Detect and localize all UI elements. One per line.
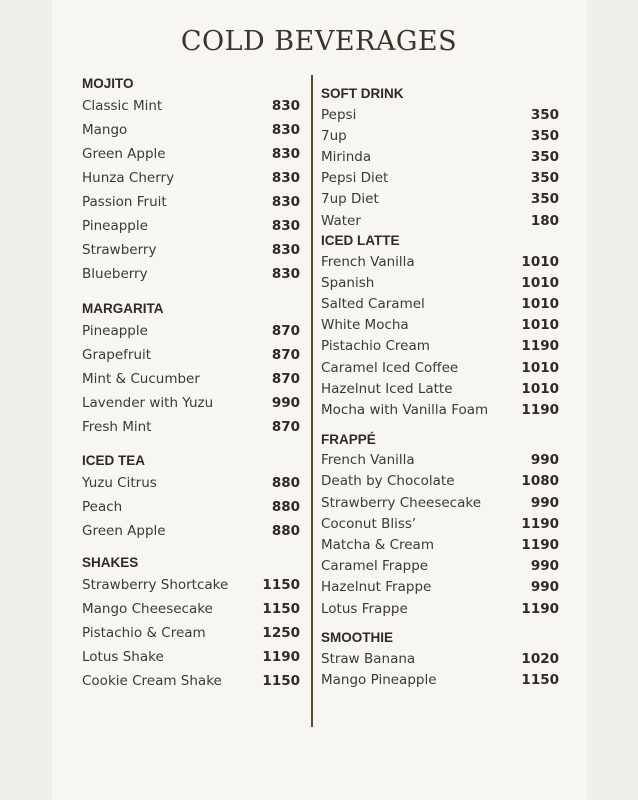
item-price: 1150 — [521, 671, 559, 688]
menu-item — [321, 315, 559, 336]
item-name: Mirinda — [321, 148, 372, 165]
item-name: Pepsi Diet — [321, 170, 389, 187]
item-price: 870 — [271, 347, 300, 363]
item-name: French Vanilla — [321, 253, 415, 270]
item-price: 880 — [271, 475, 300, 491]
item-price: 880 — [271, 499, 300, 515]
item-price: 830 — [271, 194, 300, 210]
menu-item — [321, 189, 559, 210]
item-price: 1020 — [521, 650, 559, 667]
item-name: Spanish — [321, 274, 375, 291]
item-price: 1010 — [521, 317, 559, 334]
item-name: Caramel Iced Coffee — [321, 359, 459, 376]
item-name: Yuzu Citrus — [82, 475, 157, 491]
menu-item — [321, 104, 559, 125]
item-price: 830 — [271, 266, 300, 282]
item-name: Caramel Frappe — [321, 558, 429, 575]
menu-item — [82, 118, 300, 142]
item-name: White Mocha — [321, 317, 409, 334]
menu-item — [82, 343, 300, 367]
menu-item — [321, 168, 559, 189]
item-price: 1190 — [521, 338, 559, 355]
item-price: 830 — [271, 98, 300, 114]
menu-item — [321, 125, 559, 146]
item-name: Lavender with Yuzu — [82, 395, 214, 411]
menu-section — [82, 299, 300, 439]
menu-section — [82, 451, 300, 543]
menu-item — [82, 495, 300, 519]
menu-item — [321, 669, 559, 690]
item-name: 7up — [321, 127, 347, 144]
item-name: Lotus Shake — [82, 649, 164, 665]
menu-item — [82, 166, 300, 190]
item-name: Green Apple — [82, 523, 166, 539]
item-price: 870 — [271, 371, 300, 387]
item-price: 1150 — [262, 673, 300, 689]
section-title: MARGARITA — [82, 301, 164, 316]
menu-item — [82, 415, 300, 439]
menu-item — [82, 519, 300, 543]
item-name: Blueberry — [82, 266, 148, 282]
item-name: Straw Banana — [321, 650, 416, 667]
section-title: ICED TEA — [82, 453, 146, 468]
item-price: 1190 — [521, 600, 559, 617]
menu-item — [321, 556, 559, 577]
menu-item — [82, 214, 300, 238]
item-name: Pineapple — [82, 218, 148, 234]
menu-section — [321, 231, 559, 421]
item-name: Water — [321, 212, 361, 229]
menu-item — [82, 367, 300, 391]
column-divider — [311, 75, 313, 727]
item-name: 7up Diet — [321, 191, 379, 208]
menu-item — [82, 471, 300, 495]
menu-item — [321, 577, 559, 598]
section-title: ICED LATTE — [321, 233, 400, 249]
menu-item — [82, 142, 300, 166]
item-name: Matcha & Cream — [321, 536, 434, 553]
item-name: Pistachio Cream — [321, 338, 430, 355]
menu-item — [82, 645, 300, 669]
item-name: Fresh Mint — [82, 419, 152, 435]
section-title: FRAPPÉ — [321, 431, 376, 447]
item-price: 990 — [530, 494, 559, 511]
item-price: 1190 — [521, 536, 559, 553]
menu-item — [82, 319, 300, 343]
menu-item — [321, 492, 559, 513]
item-name: Pistachio & Cream — [82, 625, 206, 641]
item-name: Green Apple — [82, 146, 166, 162]
menu-item — [321, 450, 559, 471]
item-name: Peach — [82, 499, 123, 515]
menu-item — [321, 648, 559, 669]
menu-item — [82, 621, 300, 645]
menu-item — [82, 94, 300, 118]
section-title: SMOOTHIE — [321, 630, 394, 646]
item-price: 830 — [271, 146, 300, 162]
item-price: 1010 — [521, 380, 559, 397]
section-title: MOJITO — [82, 76, 134, 91]
menu-item — [321, 513, 559, 534]
menu-item — [321, 336, 559, 357]
menu-section — [82, 74, 300, 286]
menu-item — [321, 471, 559, 492]
right-column — [321, 84, 559, 691]
menu-item — [321, 399, 559, 420]
item-name: Mocha with Vanilla Foam — [321, 402, 489, 419]
menu-item — [321, 534, 559, 555]
menu-item — [82, 262, 300, 286]
item-price: 350 — [530, 127, 559, 144]
item-price: 1010 — [521, 274, 559, 291]
menu-item — [321, 251, 559, 272]
item-name: Pepsi — [321, 106, 357, 123]
item-price: 830 — [271, 218, 300, 234]
item-price: 830 — [271, 122, 300, 138]
item-name: French Vanilla — [321, 452, 415, 469]
menu-item — [82, 573, 300, 597]
item-name: Pineapple — [82, 323, 148, 339]
item-name: Strawberry Shortcake — [82, 577, 229, 593]
menu-section — [321, 84, 559, 231]
menu-section — [321, 430, 559, 620]
item-name: Mango Pineapple — [321, 671, 437, 688]
menu-item — [82, 190, 300, 214]
item-price: 350 — [530, 148, 559, 165]
menu-item — [321, 272, 559, 293]
item-name: Hazelnut Frappe — [321, 579, 432, 596]
item-name: Passion Fruit — [82, 194, 167, 210]
item-name: Lotus Frappe — [321, 600, 408, 617]
item-price: 1190 — [521, 402, 559, 419]
item-price: 990 — [530, 452, 559, 469]
item-price: 990 — [530, 558, 559, 575]
item-name: Mango Cheesecake — [82, 601, 213, 617]
item-price: 350 — [530, 191, 559, 208]
menu-item — [321, 598, 559, 619]
item-name: Death by Chocolate — [321, 473, 455, 490]
item-price: 350 — [530, 106, 559, 123]
menu-item — [321, 210, 559, 231]
item-price: 1250 — [262, 625, 300, 641]
item-price: 1150 — [262, 577, 300, 593]
item-name: Cookie Cream Shake — [82, 673, 222, 689]
item-name: Strawberry Cheesecake — [321, 494, 482, 511]
menu-section — [82, 553, 300, 693]
item-price: 870 — [271, 323, 300, 339]
item-price: 830 — [271, 170, 300, 186]
item-price: 1080 — [521, 473, 559, 490]
page-title: COLD BEVERAGES — [180, 26, 458, 57]
menu-item — [321, 357, 559, 378]
item-price: 1150 — [262, 601, 300, 617]
menu-item — [321, 146, 559, 167]
item-price: 1010 — [521, 359, 559, 376]
section-title: SHAKES — [82, 555, 139, 570]
item-price: 1010 — [521, 296, 559, 313]
item-name: Hunza Cherry — [82, 170, 175, 186]
menu-section — [321, 628, 559, 690]
item-price: 1010 — [521, 253, 559, 270]
menu-item — [82, 238, 300, 262]
item-name: Hazelnut Iced Latte — [321, 380, 453, 397]
menu-item — [321, 294, 559, 315]
section-title: SOFT DRINK — [321, 86, 404, 101]
item-name: Mango — [82, 122, 128, 138]
menu-item — [82, 391, 300, 415]
left-column — [82, 74, 300, 693]
menu-item — [82, 669, 300, 693]
item-name: Grapefruit — [82, 347, 152, 363]
item-name: Strawberry — [82, 242, 157, 258]
item-price: 180 — [530, 212, 559, 229]
item-price: 990 — [530, 579, 559, 596]
item-price: 990 — [271, 395, 300, 411]
item-price: 350 — [530, 170, 559, 187]
item-name: Coconut Bliss’ — [321, 515, 417, 532]
item-price: 830 — [271, 242, 300, 258]
menu-item — [82, 597, 300, 621]
item-name: Classic Mint — [82, 98, 163, 114]
item-name: Mint & Cucumber — [82, 371, 200, 387]
item-price: 1190 — [262, 649, 300, 665]
item-name: Salted Caramel — [321, 296, 425, 313]
item-price: 880 — [271, 523, 300, 539]
item-price: 1190 — [521, 515, 559, 532]
menu-item — [321, 378, 559, 399]
item-price: 870 — [271, 419, 300, 435]
